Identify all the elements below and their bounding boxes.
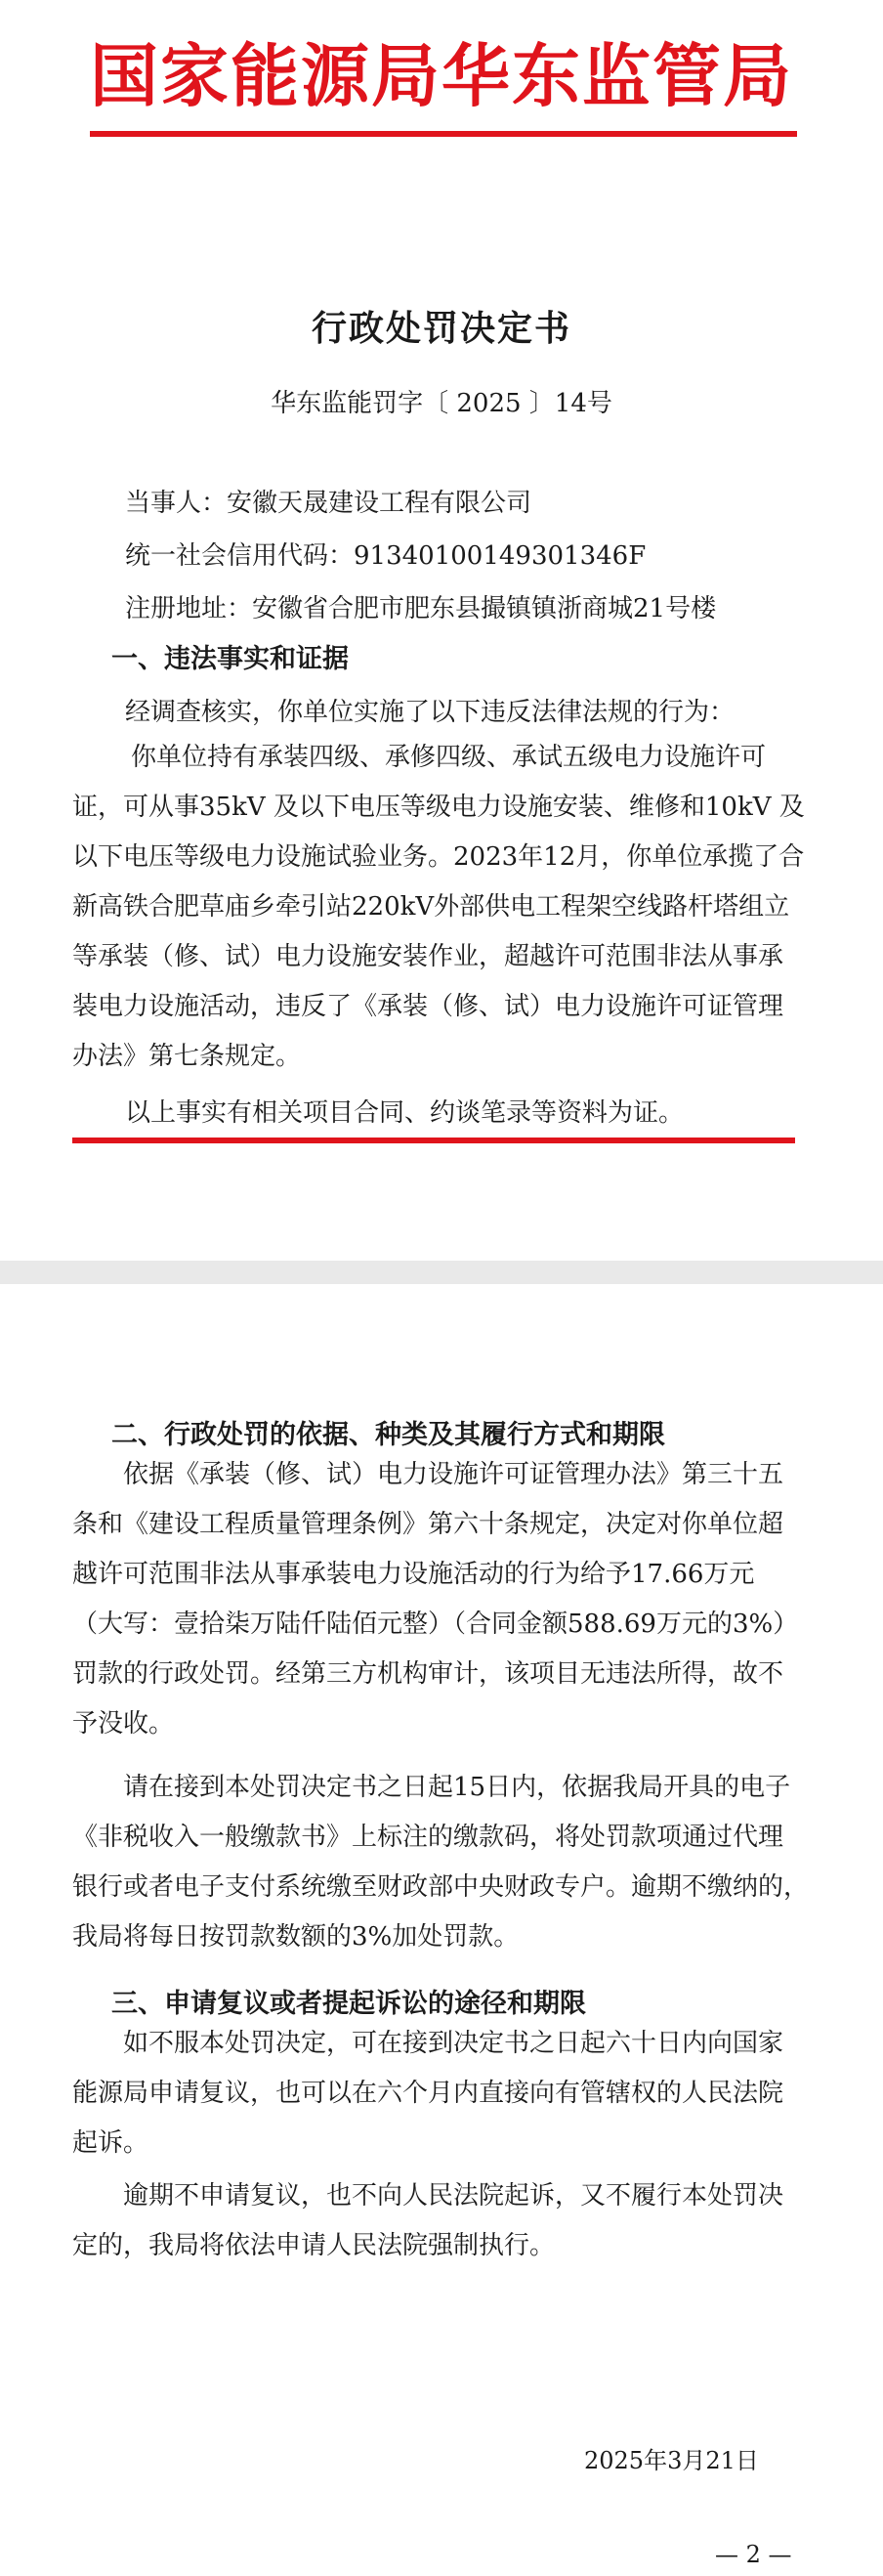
footer-red-rule xyxy=(72,1138,795,1143)
section-2-heading: 二、行政处罚的依据、种类及其履行方式和期限 xyxy=(111,1420,665,1450)
party-name: 当事人：安徽天晟建设工程有限公司 xyxy=(125,489,532,518)
paragraph-line: 新高铁合肥草庙乡牵引站220kV外部供电工程架空线路杆塔组立 xyxy=(72,892,790,922)
section-1-heading: 一、违法事实和证据 xyxy=(111,644,349,674)
decision-date: 2025年3月21日 xyxy=(584,2447,759,2474)
agency-header: 国家能源局华东监管局 xyxy=(90,36,793,116)
paragraph-line: 越许可范围非法从事承装电力设施活动的行为给予17.66万元 xyxy=(72,1560,755,1589)
paragraph-line: 证，可从事35kV 及以下电压等级电力设施安装、维修和10kV 及 xyxy=(72,793,805,822)
paragraph-line: 银行或者电子支付系统缴至财政部中央财政专户。逾期不缴纳的， xyxy=(72,1872,810,1902)
paragraph-line: 《非税收入一般缴款书》上标注的缴款码，将处罚款项通过代理 xyxy=(72,1823,784,1852)
paragraph-line: 我局将每日按罚款数额的3%加处罚款。 xyxy=(72,1922,520,1952)
paragraph-line: 如不服本处罚决定，可在接到决定书之日起六十日内向国家 xyxy=(123,2029,784,2058)
document-page-1 xyxy=(0,0,883,1261)
section-2-basis-paragraph xyxy=(72,1450,798,1749)
paragraph-line: 办法》第七条规定。 xyxy=(72,1042,302,1071)
section-1-facts-paragraph xyxy=(72,733,805,1082)
paragraph-line: 请在接到本处罚决定书之日起15日内，依据我局开具的电子 xyxy=(123,1773,791,1802)
header-red-rule xyxy=(90,131,797,137)
paragraph-line: 予没收。 xyxy=(72,1709,175,1739)
section-1-intro: 经调查核实，你单位实施了以下违反法律法规的行为： xyxy=(125,698,736,727)
section-1-evidence: 以上事实有相关项目合同、约谈笔录等资料为证。 xyxy=(125,1098,685,1128)
section-2-payment-paragraph xyxy=(72,1763,809,1962)
paragraph-line: （大写：壹拾柒万陆仟陆佰元整）（合同金额588.69万元的3%） xyxy=(72,1610,799,1639)
section-3-enforcement-paragraph xyxy=(72,2171,783,2271)
section-3-review-paragraph xyxy=(72,2019,783,2168)
paragraph-line: 逾期不申请复议，也不向人民法院起诉，又不履行本处罚决 xyxy=(123,2181,784,2211)
party-credit-code: 统一社会信用代码：91340100149301346F xyxy=(125,541,647,571)
paragraph-line: 罚款的行政处罚。经第三方机构审计，该项目无违法所得，故不 xyxy=(72,1659,784,1689)
page-number: — 2 — xyxy=(715,2541,792,2568)
document-page-2 xyxy=(0,1284,883,2576)
paragraph-line: 依据《承装（修、试）电力设施许可证管理办法》第三十五 xyxy=(123,1460,784,1489)
paragraph-line: 起诉。 xyxy=(72,2128,149,2158)
paragraph-line: 定的，我局将依法申请人民法院强制执行。 xyxy=(72,2231,556,2260)
party-address: 注册地址：安徽省合肥市肥东县撮镇镇浙商城21号楼 xyxy=(125,594,717,623)
document-number: 华东监能罚字〔 2025 〕14号 xyxy=(271,389,612,418)
paragraph-line: 装电力设施活动，违反了《承装（修、试）电力设施许可证管理 xyxy=(72,992,784,1021)
paragraph-line: 能源局申请复议，也可以在六个月内直接向有管辖权的人民法院 xyxy=(72,2079,784,2108)
paragraph-line: 你单位持有承装四级、承修四级、承试五级电力设施许可 xyxy=(131,743,767,772)
paragraph-line: 条和《建设工程质量管理条例》第六十条规定，决定对你单位超 xyxy=(72,1510,784,1539)
paragraph-line: 等承装（修、试）电力设施安装作业，超越许可范围非法从事承 xyxy=(72,942,784,971)
document-title: 行政处罚决定书 xyxy=(311,308,571,349)
page-gap xyxy=(0,1261,883,1284)
paragraph-line: 以下电压等级电力设施试验业务。2023年12月，你单位承揽了合 xyxy=(72,842,805,872)
section-3-heading: 三、申请复议或者提起诉讼的途径和期限 xyxy=(111,1989,586,2019)
